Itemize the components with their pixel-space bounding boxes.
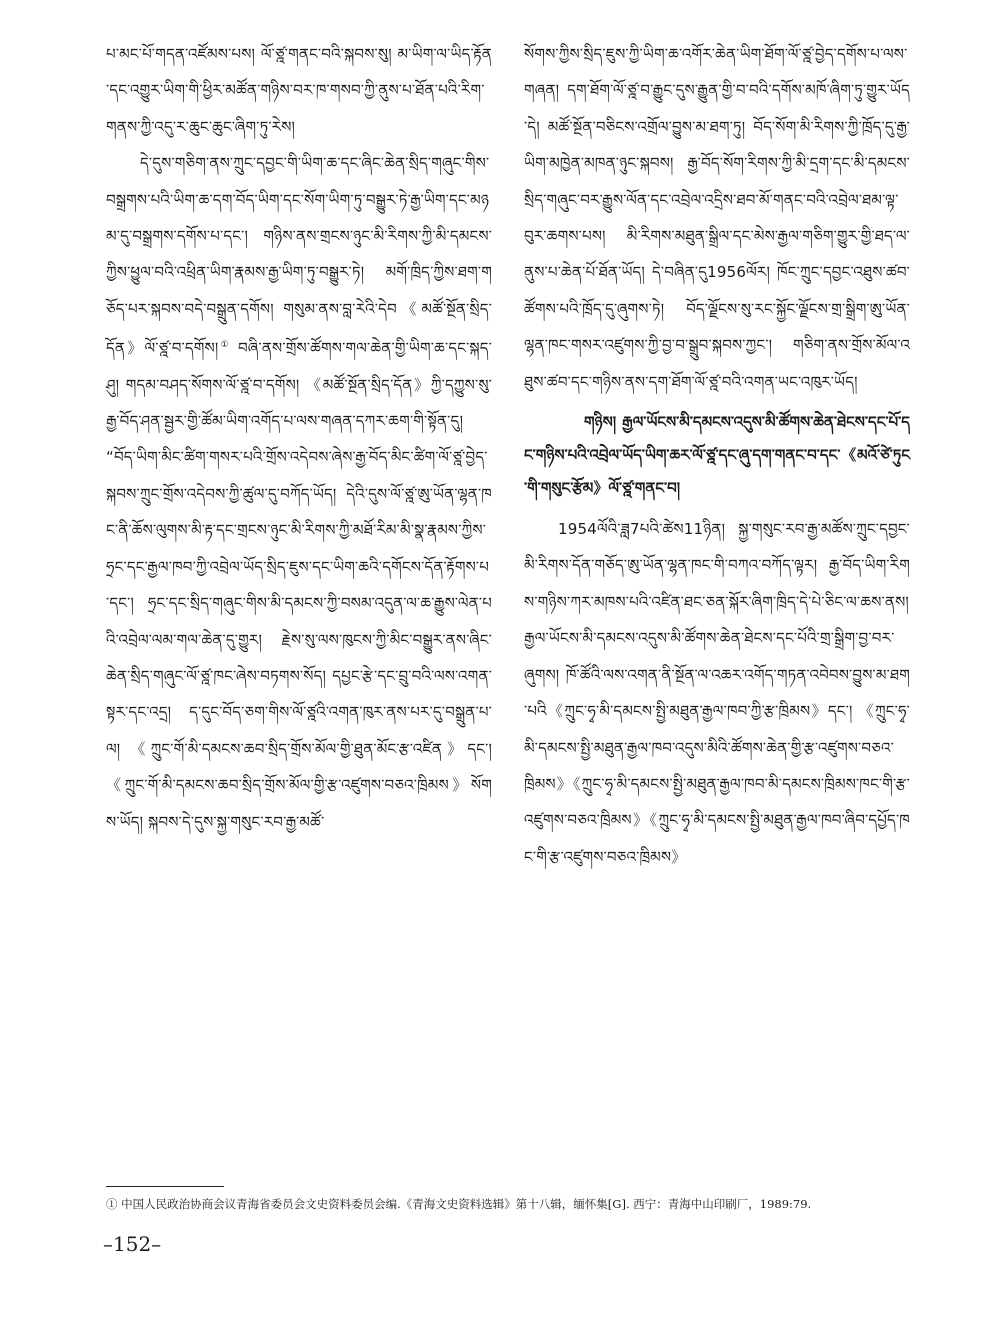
footnote-divider <box>106 1186 224 1187</box>
right-column <box>524 36 910 875</box>
paragraph-1: པ་མང་པོ་གདན་འཛོམས་པས། ལོ་ཙྰ་གནང་བའི་སྐབས་སུ། མ་ཡིག་ལ་ཡིད་རྟོན་དང་འགྱུར་ཡིག་གི་ཕྱིར་མཚོན་གཉིས་བར་ཁ་གསབ་ཀྱི་ནུས་པ་ཐོན་པའི་རིག་གནས་ཀྱི་འདུ་ར་ཆུང་ཆུང་ཞིག་ཏུ་རེས། <box>106 45 492 136</box>
section-heading: གཉིས། རྒྱལ་ཡོངས་མི་དམངས་འདུས་མི་ཚོགས་ཆེན་ཐེངས་དང་པོ་དང་གཉིས་པའི་འབྲེལ་ཡོད་ཡིག་ཆར་ལོ་ཙྰ་དང་ཞུ་དག་གནང་བ་དང་《མའོ་ཙེ་ཏུང་གི་གསུང་རྩོམ》ལོ་ཙྰ་གནང་བ། <box>524 413 910 498</box>
footnote-marker: ① <box>218 340 231 351</box>
page-number: –152– <box>103 1232 162 1256</box>
footnote: ① 中国人民政治协商会议青海省委员会文史资料委员会编.《青海文史资料选辑》第十八辑，缅怀集[G]. 西宁：青海中山印刷厂，1989:79. <box>106 1197 812 1211</box>
left-column <box>106 36 492 840</box>
paragraph-2-text: དེ་དུས་གཅིག་ནས་ཀྲུང་དབྱང་གི་ཡིག་ཆ་དང་ཞིང་ཆེན་སྲིད་གཞུང་གིས་བསྒྲགས་པའི་ཡིག་ཆ་དག་བོད་ཡིག་དང་སོག་ཡིག་ཏུ་བསྒྱུར་ཏེ་རྒྱ་ཡིག་དང་མཉམ་དུ་བསྒྲགས་དགོས་པ་དང་། གཉིས་ནས་གྲངས་ཉུང་མི་རིགས་ཀྱི་མི་དམངས་ཀྱིས་ཕྱུལ་བའི་འཕྲིན་ཡིག་རྣམས་རྒྱ་ཡིག་ཏུ་བསྒྱུར་ཏེ། མགོ་ཁྲིད་ཀྱིས་ཐག་གཅོད་པར་སྐབས་བདེ་བསྒྲུན་དགོས། གསུམ་ནས་བླ་རེའི་དེབ《མཚོ་སྔོན་སྲིད་དོན》ལོ་ཙྰ་བ་དགོས། <box>106 154 492 358</box>
paragraph-2-continued: བཞི་ནས་གྲོས་ཚོགས་གལ་ཆེན་གྱི་ཡིག་ཆ་དང་སྐད་ཤུ། གདམ་བཤད་སོགས་ལོ་ཙྰ་བ་དགོས། 《མཚོ་སྔོན་སྲིད་དོན》ཀྱི་དཀྱུས་སུ་རྒྱ་བོད་ཤན་སྦྱར་གྱི་ཚོམ་ཡིག་འགོད་པ་ལས་གཞན་དཀར་ཆག་གི་སྟོན་དུ། “བོད་ཡིག་མིང་ཚིག་གསར་པའི་གྲོས་འདེབས་ཞེས་རྒྱ་བོད་མིང་ཚིག་ལོ་ཙྰ་བྱེད་སྐབས་ཀྲུང་གྲོས་འདེབས་ཀྱི་ཚུལ་དུ་བཀོད་ཡོད། དེའི་དུས་ལོ་ཙྰ་ཨུ་ཡོན་ལྷན་ཁང་ནི་ཆོས་ལུགས་མི་རྟ་དང་གྲངས་ཉུང་མི་རིགས་ཀྱི་མཐོ་རིམ་མི་སྣ་རྣམས་ཀྱིས་ཧྲང་དང་རྒྱལ་ཁབ་ཀྱི་འབྲེལ་ཡོད་སྲིད་ཇུས་དང་ཡིག་ཆའི་དགོངས་དོན་རྟོགས་པ་དང་། ཧྲང་དང་སྲིད་གཞུང་གིས་མི་དམངས་ཀྱི་བསམ་འདུན་ལ་ཆ་རྒྱུས་ལེན་པའི་འབྲེལ་ལམ་གལ་ཆེན་དུ་གྱུར། རྗེས་སུ་ལས་ཁུངས་ཀྱི་མིང་བསྒྱུར་ནས་ཞིང་ཆེན་སྲིད་གཞུང་ལོ་ཙྰ་ཁང་ཞེས་བཏགས་སོད། དཔྱང་རྩེ་དང་བྲུ་བའི་ལས་འགན་སྟར་དང་འདྲ། ད་དུང་བོད་ཅག་གིས་ལོ་ཙྰའི་འགན་ཁུར་ནས་པར་དུ་བསྒྲུན་པ་ལ། 《ཀྲུང་གོ་མི་དམངས་ཆབ་སྲིད་གྲོས་མོལ་གྱི་ཐུན་མོང་རྩ་འཛིན》དང་། 《ཀྲུང་གོ་མི་དམངས་ཆབ་སྲིད་གྲོས་མོལ་གྱི་རྩ་འཛུགས་བཅའ་ཁྲིམས》སོགས་ཡོད། སྐབས་དེ་དུས་སྐྱ་གསུང་རབ་རྒྱ་མཚོ་ <box>106 339 492 831</box>
paragraph-2 <box>106 145 492 840</box>
paragraph-4: 1954ལོའི་ཟླ7པའི་ཚེས11ཉིན། སྐྱ་གསུང་རབ་རྒྱ་མཚོས་ཀྲུང་དབྱང་མི་རིགས་དོན་གཅོད་ཨུ་ཡོན་ལྷན་ཁང་གི་བཀའ་བཀོད་ལྟར། རྒྱ་བོད་ཡིག་རིགས་གཉིས་ཀར་མཁས་པའི་འཛིན་ཐང་ཅན་སྐོར་ཞིག་ཁྲིད་དེ་པེ་ཅིང་ལ་ཆས་ནས། རྒྱལ་ཡོངས་མི་དམངས་འདུས་མི་ཚོགས་ཆེན་ཐེངས་དང་པོའི་གྲ་སྒྲིག་བྱ་བར་ཞུགས། ཁོ་ཚོའི་ལས་འགན་ནི་སྔོན་ལ་འཆར་འགོད་གཏན་འབེབས་བྱུས་མ་ཐག་པའི《ཀྲུང་ཧྭ་མི་དམངས་སྤྱི་མཐུན་རྒྱལ་ཁབ་ཀྱི་རྩ་ཁྲིམས》དང་། 《ཀྲུང་ཧྭ་མི་དམངས་སྤྱི་མཐུན་རྒྱལ་ཁབ་འདུས་མིའི་ཚོགས་ཆེན་གྱི་རྩ་འཛུགས་བཅའ་ཁྲིམས》《ཀྲུང་ཧྭ་མི་དམངས་སྤྱི་མཐུན་རྒྱལ་ཁབ་མི་དམངས་ཁྲིམས་ཁང་གི་རྩ་འཛུགས་བཅའ་ཁྲིམས》《ཀྲུང་ཧྭ་མི་དམངས་སྤྱི་མཐུན་རྒྱལ་ཁབ་ཞིབ་དཔྱོད་ཁང་གི་རྩ་འཛུགས་བཅའ་ཁྲིམས》 <box>524 520 910 866</box>
paragraph-3: སོགས་ཀྱིས་སྲིད་ཇུས་ཀྱི་ཡིག་ཆ་འགོར་ཆེན་ཡིག་ཐོག་ལོ་ཙྰ་བྱེད་དགོས་པ་ལས་གཞན། དག་ཐོག་ལོ་ཙྰ་བ་རྒྱུང་དུས་རྒྱུན་གྱི་བ་བའི་དགོས་མཁོ་ཞིག་ཏུ་གྱུར་ཡོད་དེ། མཚོ་སྔོན་བཅིངས་འགྲོལ་བྱུས་མ་ཐག་ཏུ། བོད་སོག་མི་རིགས་ཀྱི་ཁྲོད་དུ་རྒྱ་ཡིག་མཁྱེན་མཁན་ཉུང་སྐབས། རྒྱ་བོད་སོག་རིགས་ཀྱི་མི་དྲག་དང་མི་དམངས་སྲིད་གཞུང་བར་རྒྱུས་ལོན་དང་འབྲེལ་འདྲིས་ཐབ་མོ་གནང་བའི་འབྲེལ་ཐམ་ལྟ་བུར་ཆགས་པས། མི་རིགས་མཐུན་སྒྲིལ་དང་མེས་རྒྱལ་གཅིག་གྱུར་གྱི་ཐད་ལ་ནུས་པ་ཆེན་པོ་ཐོན་ཡོད། དེ་བཞིན་དུ1956ལོར། ཁོང་ཀྲུང་དབྱང་འཐུས་ཚབ་ཚོགས་པའི་ཁྲོད་དུ་ཞུགས་ཏེ། བོད་ལྗོངས་སུ་རང་སྐྱོང་ལྗོངས་གྲ་སྒྲིག་ཨུ་ཡོན་ལྷན་ཁང་གསར་འཛུགས་ཀྱི་བྱ་བ་སྒྲུབ་སྐབས་ཀྱང་། གཅིག་ནས་གྲོས་མོལ་འཐུས་ཚབ་དང་གཉིས་ནས་དག་ཐོག་ལོ་ཙྰ་བའི་འགན་ཡང་འཁུར་ཡོད། <box>524 45 910 391</box>
